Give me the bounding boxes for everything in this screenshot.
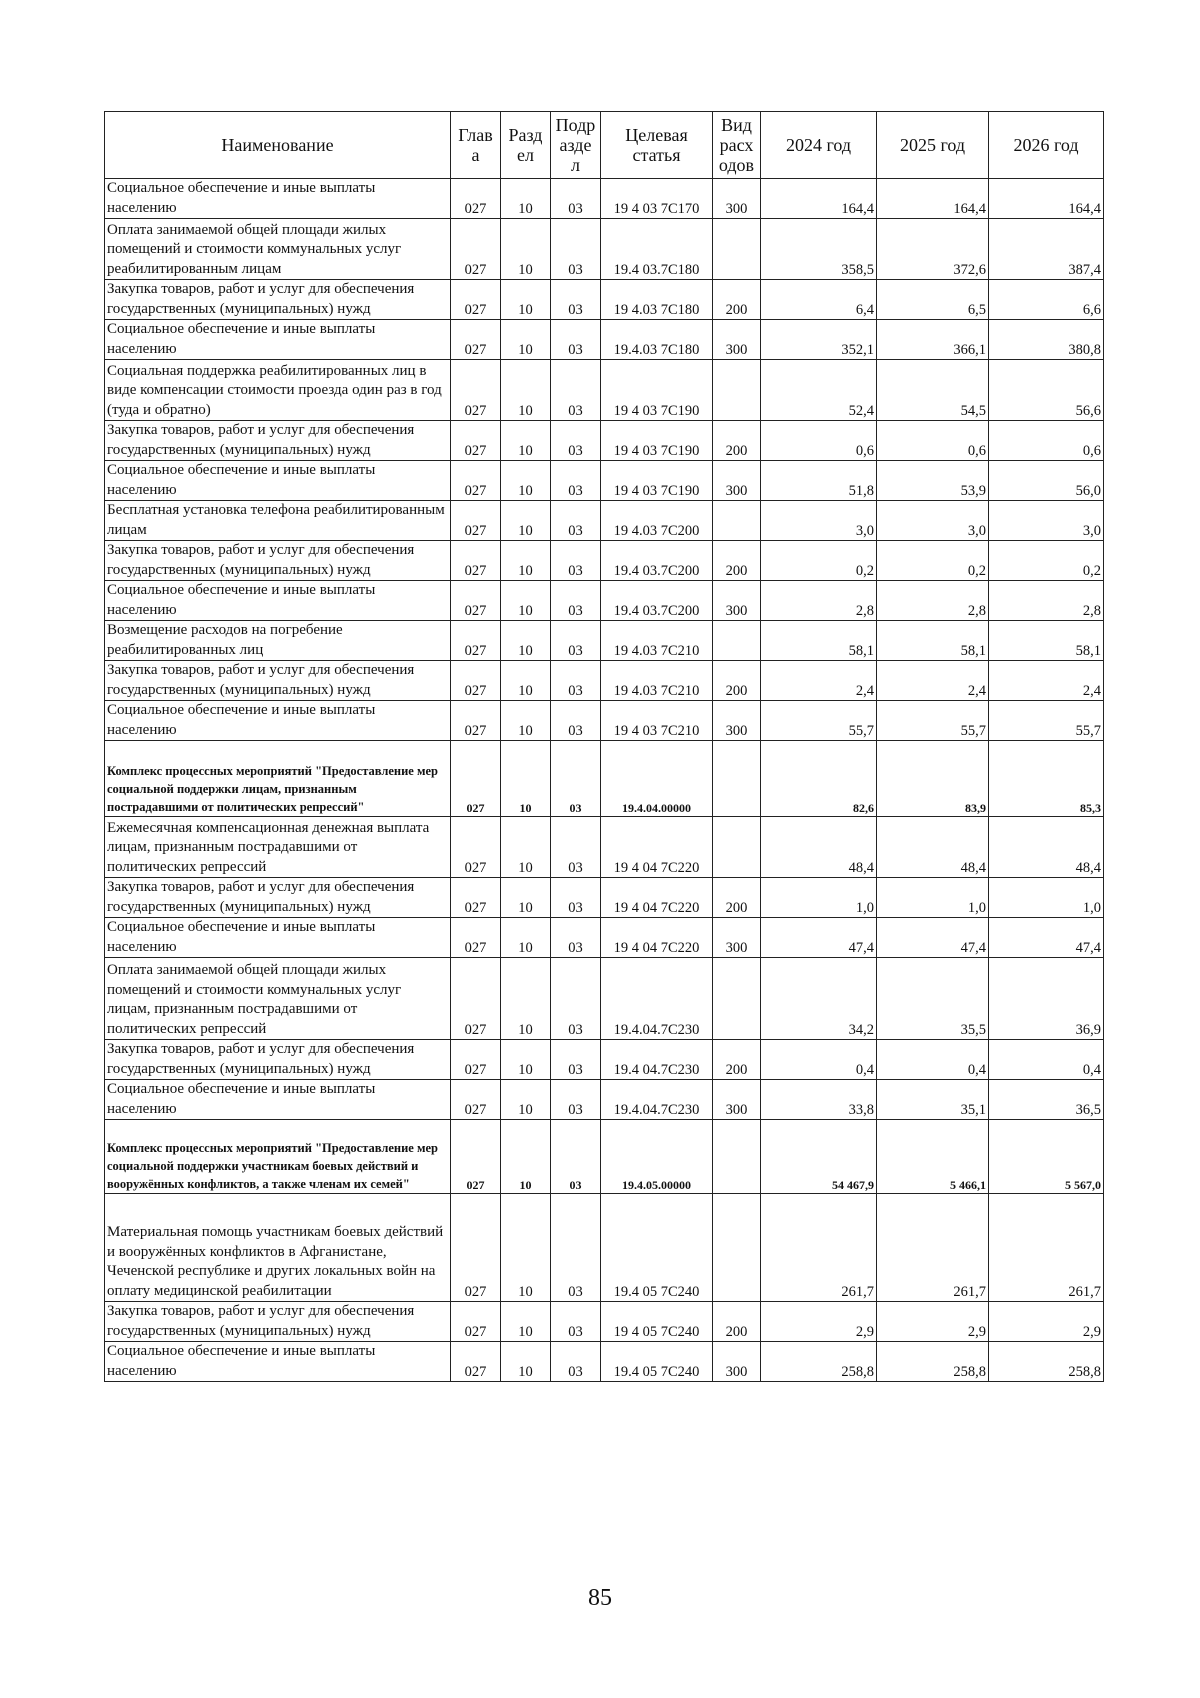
table-row xyxy=(105,461,1104,501)
row-value-2026: 55,7 xyxy=(989,701,1104,741)
row-target-article: 19 4 04 7С220 xyxy=(601,878,713,918)
row-target-article: 19.4.04.7С230 xyxy=(601,958,713,1040)
row-razdel: 10 xyxy=(501,621,551,661)
row-value-2024: 2,9 xyxy=(761,1302,877,1342)
row-value-2024: 33,8 xyxy=(761,1080,877,1120)
row-razdel: 10 xyxy=(501,958,551,1040)
table-row xyxy=(105,701,1104,741)
row-target-article: 19 4.03 7С210 xyxy=(601,661,713,701)
table-row xyxy=(105,219,1104,280)
row-glava: 027 xyxy=(451,179,501,219)
row-value-2026: 5 567,0 xyxy=(989,1120,1104,1194)
row-expense-type: 300 xyxy=(713,320,761,360)
row-razdel: 10 xyxy=(501,1342,551,1382)
row-name: Материальная помощь участникам боевых действий и вооружённых конфликтов в Афганистане, Чеченской республике и других локальных войн на оплату медицинской реабилитации xyxy=(105,1194,451,1302)
row-expense-type: 300 xyxy=(713,461,761,501)
row-expense-type: 300 xyxy=(713,1342,761,1382)
table-header-row xyxy=(105,112,1104,179)
row-value-2024: 2,4 xyxy=(761,661,877,701)
document-page xyxy=(104,111,1103,1382)
header-year-2024: 2024 год xyxy=(761,112,877,179)
table-row xyxy=(105,501,1104,541)
row-glava: 027 xyxy=(451,1342,501,1382)
row-expense-type: 300 xyxy=(713,918,761,958)
row-podrazdel: 03 xyxy=(551,360,601,421)
row-value-2025: 47,4 xyxy=(877,918,989,958)
row-glava: 027 xyxy=(451,741,501,817)
row-target-article: 19 4 04 7С220 xyxy=(601,817,713,878)
row-razdel: 10 xyxy=(501,179,551,219)
row-glava: 027 xyxy=(451,280,501,320)
row-podrazdel: 03 xyxy=(551,1342,601,1382)
header-glava: Глав а xyxy=(451,112,501,179)
row-name: Оплата занимаемой общей площади жилых помещений и стоимости коммунальных услуг лицам, признанным пострадавшими от политических репрессий xyxy=(105,958,451,1040)
row-glava: 027 xyxy=(451,541,501,581)
row-expense-type: 300 xyxy=(713,701,761,741)
row-name: Социальное обеспечение и иные выплаты населению xyxy=(105,1080,451,1120)
row-razdel: 10 xyxy=(501,817,551,878)
row-podrazdel: 03 xyxy=(551,701,601,741)
row-target-article: 19 4 03 7С170 xyxy=(601,179,713,219)
page-number: 85 xyxy=(588,1585,612,1611)
row-value-2026: 164,4 xyxy=(989,179,1104,219)
row-podrazdel: 03 xyxy=(551,421,601,461)
row-name: Закупка товаров, работ и услуг для обеспечения государственных (муниципальных) нужд xyxy=(105,878,451,918)
row-value-2024: 47,4 xyxy=(761,918,877,958)
row-value-2025: 48,4 xyxy=(877,817,989,878)
row-expense-type: 300 xyxy=(713,1080,761,1120)
row-value-2025: 55,7 xyxy=(877,701,989,741)
row-name: Бесплатная установка телефона реабилитированным лицам xyxy=(105,501,451,541)
row-value-2024: 0,6 xyxy=(761,421,877,461)
row-glava: 027 xyxy=(451,581,501,621)
row-value-2026: 0,6 xyxy=(989,421,1104,461)
row-expense-type xyxy=(713,741,761,817)
row-podrazdel: 03 xyxy=(551,661,601,701)
row-value-2024: 0,4 xyxy=(761,1040,877,1080)
row-razdel: 10 xyxy=(501,501,551,541)
row-name: Закупка товаров, работ и услуг для обеспечения государственных (муниципальных) нужд xyxy=(105,1040,451,1080)
row-value-2025: 258,8 xyxy=(877,1342,989,1382)
row-value-2024: 164,4 xyxy=(761,179,877,219)
header-razdel: Разд ел xyxy=(501,112,551,179)
row-expense-type: 200 xyxy=(713,878,761,918)
row-value-2024: 51,8 xyxy=(761,461,877,501)
row-podrazdel: 03 xyxy=(551,280,601,320)
table-row xyxy=(105,1194,1104,1302)
row-value-2026: 58,1 xyxy=(989,621,1104,661)
row-value-2025: 164,4 xyxy=(877,179,989,219)
row-razdel: 10 xyxy=(501,701,551,741)
header-podrazdel: Подр азде л xyxy=(551,112,601,179)
row-value-2025: 35,5 xyxy=(877,958,989,1040)
row-value-2026: 258,8 xyxy=(989,1342,1104,1382)
table-row xyxy=(105,360,1104,421)
row-razdel: 10 xyxy=(501,280,551,320)
table-row xyxy=(105,581,1104,621)
row-target-article: 19.4 03.7С200 xyxy=(601,581,713,621)
row-podrazdel: 03 xyxy=(551,958,601,1040)
row-razdel: 10 xyxy=(501,1302,551,1342)
table-row xyxy=(105,661,1104,701)
row-glava: 027 xyxy=(451,1120,501,1194)
row-name: Оплата занимаемой общей площади жилых помещений и стоимости коммунальных услуг реабилитированным лицам xyxy=(105,219,451,280)
row-name: Ежемесячная компенсационная денежная выплата лицам, признанным пострадавшими от политических репрессий xyxy=(105,817,451,878)
row-target-article: 19 4 03 7С210 xyxy=(601,701,713,741)
row-value-2026: 6,6 xyxy=(989,280,1104,320)
row-glava: 027 xyxy=(451,1040,501,1080)
row-razdel: 10 xyxy=(501,661,551,701)
row-podrazdel: 03 xyxy=(551,1120,601,1194)
row-podrazdel: 03 xyxy=(551,918,601,958)
row-value-2025: 1,0 xyxy=(877,878,989,918)
row-expense-type: 200 xyxy=(713,1040,761,1080)
row-glava: 027 xyxy=(451,701,501,741)
row-expense-type xyxy=(713,501,761,541)
row-razdel: 10 xyxy=(501,320,551,360)
row-target-article: 19 4 03 7С190 xyxy=(601,461,713,501)
row-target-article: 19.4 03.7С180 xyxy=(601,219,713,280)
row-value-2024: 82,6 xyxy=(761,741,877,817)
row-value-2026: 48,4 xyxy=(989,817,1104,878)
row-glava: 027 xyxy=(451,1194,501,1302)
row-expense-type: 200 xyxy=(713,1302,761,1342)
row-name: Закупка товаров, работ и услуг для обеспечения государственных (муниципальных) нужд xyxy=(105,280,451,320)
row-razdel: 10 xyxy=(501,741,551,817)
row-value-2026: 1,0 xyxy=(989,878,1104,918)
table-row xyxy=(105,817,1104,878)
row-razdel: 10 xyxy=(501,1080,551,1120)
table-row-section xyxy=(105,741,1104,817)
header-year-2025: 2025 год xyxy=(877,112,989,179)
row-value-2024: 358,5 xyxy=(761,219,877,280)
row-value-2024: 0,2 xyxy=(761,541,877,581)
row-value-2024: 48,4 xyxy=(761,817,877,878)
row-value-2025: 6,5 xyxy=(877,280,989,320)
row-value-2026: 85,3 xyxy=(989,741,1104,817)
header-target-article: Целевая статья xyxy=(601,112,713,179)
row-value-2025: 83,9 xyxy=(877,741,989,817)
row-podrazdel: 03 xyxy=(551,219,601,280)
row-value-2026: 380,8 xyxy=(989,320,1104,360)
row-glava: 027 xyxy=(451,461,501,501)
row-value-2024: 55,7 xyxy=(761,701,877,741)
row-value-2024: 54 467,9 xyxy=(761,1120,877,1194)
row-expense-type: 200 xyxy=(713,280,761,320)
row-name: Социальное обеспечение и иные выплаты населению xyxy=(105,918,451,958)
row-podrazdel: 03 xyxy=(551,1194,601,1302)
row-podrazdel: 03 xyxy=(551,741,601,817)
row-podrazdel: 03 xyxy=(551,1302,601,1342)
row-target-article: 19 4 05 7С240 xyxy=(601,1302,713,1342)
row-podrazdel: 03 xyxy=(551,581,601,621)
row-expense-type: 200 xyxy=(713,661,761,701)
table-row xyxy=(105,621,1104,661)
row-glava: 027 xyxy=(451,621,501,661)
row-target-article: 19.4.05.00000 xyxy=(601,1120,713,1194)
row-value-2026: 47,4 xyxy=(989,918,1104,958)
row-value-2026: 3,0 xyxy=(989,501,1104,541)
row-value-2024: 3,0 xyxy=(761,501,877,541)
table-row xyxy=(105,1342,1104,1382)
row-value-2026: 2,9 xyxy=(989,1302,1104,1342)
row-value-2024: 52,4 xyxy=(761,360,877,421)
row-value-2026: 387,4 xyxy=(989,219,1104,280)
row-name: Социальное обеспечение и иные выплаты населению xyxy=(105,179,451,219)
row-target-article: 19 4 04 7С220 xyxy=(601,918,713,958)
row-value-2025: 2,4 xyxy=(877,661,989,701)
row-expense-type xyxy=(713,621,761,661)
row-razdel: 10 xyxy=(501,541,551,581)
row-value-2026: 36,9 xyxy=(989,958,1104,1040)
row-name: Комплекс процессных мероприятий "Предоставление мер социальной поддержки участникам боевых действий и вооружённых конфликтов, а также членам их семей" xyxy=(105,1120,451,1194)
row-glava: 027 xyxy=(451,421,501,461)
row-podrazdel: 03 xyxy=(551,179,601,219)
row-glava: 027 xyxy=(451,320,501,360)
row-value-2024: 258,8 xyxy=(761,1342,877,1382)
row-glava: 027 xyxy=(451,219,501,280)
row-expense-type xyxy=(713,958,761,1040)
row-value-2025: 35,1 xyxy=(877,1080,989,1120)
row-razdel: 10 xyxy=(501,1040,551,1080)
row-target-article: 19.4 05 7С240 xyxy=(601,1194,713,1302)
table-row xyxy=(105,1040,1104,1080)
row-name: Социальное обеспечение и иные выплаты населению xyxy=(105,581,451,621)
row-name: Комплекс процессных мероприятий "Предоставление мер социальной поддержки лицам, признанным пострадавшими от политических репрессий" xyxy=(105,741,451,817)
row-name: Закупка товаров, работ и услуг для обеспечения государственных (муниципальных) нужд xyxy=(105,421,451,461)
row-name: Социальное обеспечение и иные выплаты населению xyxy=(105,701,451,741)
row-razdel: 10 xyxy=(501,219,551,280)
row-podrazdel: 03 xyxy=(551,621,601,661)
row-value-2025: 54,5 xyxy=(877,360,989,421)
row-expense-type: 300 xyxy=(713,581,761,621)
row-name: Закупка товаров, работ и услуг для обеспечения государственных (муниципальных) нужд xyxy=(105,661,451,701)
row-podrazdel: 03 xyxy=(551,541,601,581)
row-podrazdel: 03 xyxy=(551,320,601,360)
row-expense-type xyxy=(713,1194,761,1302)
row-target-article: 19 4.03 7С200 xyxy=(601,501,713,541)
row-glava: 027 xyxy=(451,878,501,918)
row-razdel: 10 xyxy=(501,360,551,421)
row-value-2026: 0,2 xyxy=(989,541,1104,581)
row-expense-type xyxy=(713,219,761,280)
row-glava: 027 xyxy=(451,1302,501,1342)
row-value-2025: 3,0 xyxy=(877,501,989,541)
row-razdel: 10 xyxy=(501,1120,551,1194)
table-row xyxy=(105,320,1104,360)
row-name: Социальное обеспечение и иные выплаты населению xyxy=(105,1342,451,1382)
row-value-2025: 5 466,1 xyxy=(877,1120,989,1194)
row-expense-type xyxy=(713,817,761,878)
row-value-2026: 56,0 xyxy=(989,461,1104,501)
row-value-2025: 0,6 xyxy=(877,421,989,461)
row-value-2025: 0,2 xyxy=(877,541,989,581)
row-razdel: 10 xyxy=(501,421,551,461)
row-value-2024: 6,4 xyxy=(761,280,877,320)
row-value-2025: 372,6 xyxy=(877,219,989,280)
row-razdel: 10 xyxy=(501,878,551,918)
row-value-2025: 0,4 xyxy=(877,1040,989,1080)
row-podrazdel: 03 xyxy=(551,501,601,541)
row-expense-type: 200 xyxy=(713,421,761,461)
table-row xyxy=(105,1080,1104,1120)
row-value-2026: 0,4 xyxy=(989,1040,1104,1080)
row-value-2025: 2,8 xyxy=(877,581,989,621)
row-value-2024: 34,2 xyxy=(761,958,877,1040)
row-podrazdel: 03 xyxy=(551,878,601,918)
row-name: Социальная поддержка реабилитированных лиц в виде компенсации стоимости проезда один раз в год (туда и обратно) xyxy=(105,360,451,421)
row-glava: 027 xyxy=(451,661,501,701)
row-expense-type: 300 xyxy=(713,179,761,219)
row-expense-type xyxy=(713,1120,761,1194)
row-name: Возмещение расходов на погребение реабилитированных лиц xyxy=(105,621,451,661)
row-value-2025: 261,7 xyxy=(877,1194,989,1302)
row-razdel: 10 xyxy=(501,1194,551,1302)
row-target-article: 19 4.03 7С210 xyxy=(601,621,713,661)
row-target-article: 19.4 04.7С230 xyxy=(601,1040,713,1080)
row-podrazdel: 03 xyxy=(551,1040,601,1080)
row-target-article: 19.4 05 7С240 xyxy=(601,1342,713,1382)
row-podrazdel: 03 xyxy=(551,461,601,501)
row-value-2025: 58,1 xyxy=(877,621,989,661)
row-name: Закупка товаров, работ и услуг для обеспечения государственных (муниципальных) нужд xyxy=(105,541,451,581)
table-row xyxy=(105,958,1104,1040)
row-name: Социальное обеспечение и иные выплаты населению xyxy=(105,461,451,501)
row-name: Закупка товаров, работ и услуг для обеспечения государственных (муниципальных) нужд xyxy=(105,1302,451,1342)
row-target-article: 19.4 03.7С200 xyxy=(601,541,713,581)
row-glava: 027 xyxy=(451,1080,501,1120)
row-razdel: 10 xyxy=(501,918,551,958)
row-value-2026: 2,4 xyxy=(989,661,1104,701)
row-value-2024: 261,7 xyxy=(761,1194,877,1302)
table-row-section xyxy=(105,1120,1104,1194)
row-target-article: 19.4.03 7С180 xyxy=(601,320,713,360)
table-row xyxy=(105,179,1104,219)
row-value-2024: 352,1 xyxy=(761,320,877,360)
row-value-2024: 2,8 xyxy=(761,581,877,621)
header-expense-type: Вид расх одов xyxy=(713,112,761,179)
row-razdel: 10 xyxy=(501,581,551,621)
row-value-2026: 56,6 xyxy=(989,360,1104,421)
row-value-2024: 1,0 xyxy=(761,878,877,918)
row-value-2026: 2,8 xyxy=(989,581,1104,621)
row-target-article: 19 4.03 7С180 xyxy=(601,280,713,320)
table-row xyxy=(105,1302,1104,1342)
table-row xyxy=(105,280,1104,320)
row-target-article: 19 4 03 7С190 xyxy=(601,360,713,421)
budget-table xyxy=(104,111,1104,1382)
row-glava: 027 xyxy=(451,918,501,958)
row-glava: 027 xyxy=(451,501,501,541)
row-name: Социальное обеспечение и иные выплаты населению xyxy=(105,320,451,360)
row-razdel: 10 xyxy=(501,461,551,501)
row-glava: 027 xyxy=(451,360,501,421)
row-value-2026: 36,5 xyxy=(989,1080,1104,1120)
row-target-article: 19.4.04.7С230 xyxy=(601,1080,713,1120)
row-value-2026: 261,7 xyxy=(989,1194,1104,1302)
table-body xyxy=(105,179,1104,1382)
row-podrazdel: 03 xyxy=(551,817,601,878)
row-target-article: 19.4.04.00000 xyxy=(601,741,713,817)
header-year-2026: 2026 год xyxy=(989,112,1104,179)
row-expense-type xyxy=(713,360,761,421)
row-value-2025: 2,9 xyxy=(877,1302,989,1342)
table-row xyxy=(105,878,1104,918)
table-row xyxy=(105,421,1104,461)
row-podrazdel: 03 xyxy=(551,1080,601,1120)
row-value-2024: 58,1 xyxy=(761,621,877,661)
table-row xyxy=(105,541,1104,581)
table-row xyxy=(105,918,1104,958)
row-value-2025: 366,1 xyxy=(877,320,989,360)
row-value-2025: 53,9 xyxy=(877,461,989,501)
header-name: Наименование xyxy=(105,112,451,179)
row-glava: 027 xyxy=(451,817,501,878)
row-target-article: 19 4 03 7С190 xyxy=(601,421,713,461)
row-glava: 027 xyxy=(451,958,501,1040)
row-expense-type: 200 xyxy=(713,541,761,581)
